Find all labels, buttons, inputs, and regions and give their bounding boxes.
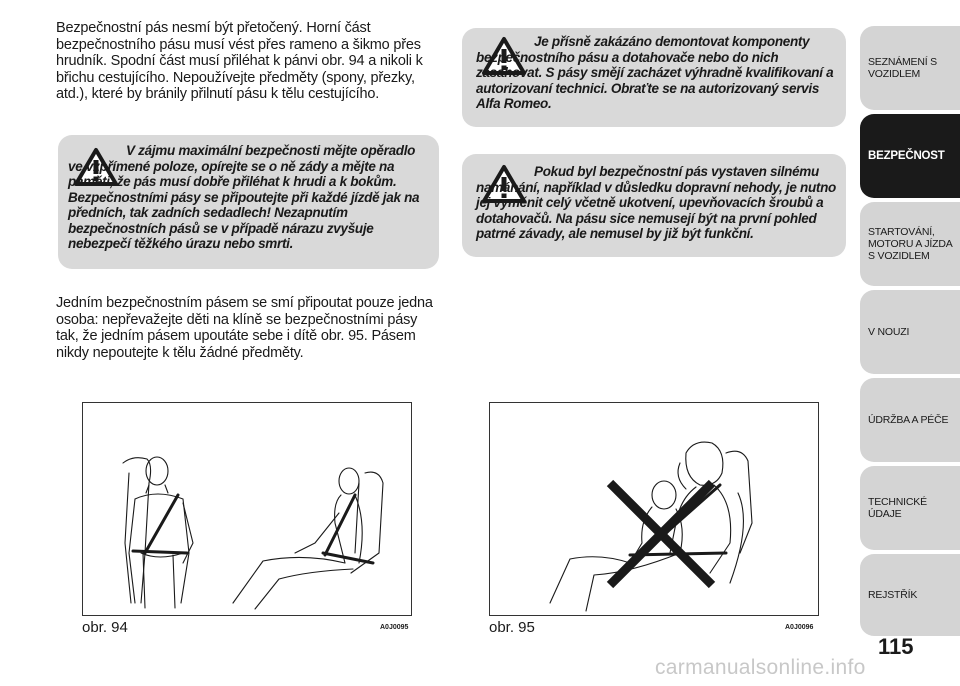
tab-introduction[interactable]: SEZNÁMENÍ S VOZIDLEM [860, 26, 960, 110]
tab-emergency[interactable]: V NOUZI [860, 290, 960, 374]
adult-with-child-illustration [490, 403, 818, 615]
one-person-paragraph: Jedním bezpečnostním pásem se smí připoutat pouze jedna osoba: nepřevažejte děti na klíně se bezpečnostními pásy tak, že jedním pásem upoutáte sebe i dítě obr. 95. Pásem nikdy nepoutejte k tělu žádné předměty. [56, 295, 433, 361]
tab-index[interactable]: REJSTŘÍK [860, 554, 960, 636]
tab-starting-driving[interactable]: STARTOVÁNÍ, MOTORU A JÍZDA S VOZIDLEM [860, 202, 960, 286]
tab-technical-data[interactable]: TECHNICKÉ ÚDAJE [860, 466, 960, 550]
figure-95-label: obr. 95 [489, 619, 535, 636]
figure-95-seatbelt-incorrect [489, 402, 819, 616]
seated-passengers-illustration [83, 403, 411, 615]
watermark: carmanualsonline.info [655, 656, 866, 679]
figure-94-code: A0J0095 [380, 624, 409, 631]
tab-maintenance[interactable]: ÚDRŽBA A PÉČE [860, 378, 960, 462]
page-number: 115 [878, 634, 914, 659]
tab-safety[interactable]: BEZPEČNOST [860, 114, 960, 198]
warning-text: Pokud byl bezpečnostní pás vystaven silnému namáhání, například v důsledku dopravní nehody, je nutno jej vyměnit celý včetně ukotvení, upevňovacích šroubů a dotahovačů. Na pásu sice nemusejí být na první pohled patrné závady, ale nemusel by již být funkční. [476, 164, 837, 241]
figure-95-code: A0J0096 [785, 624, 814, 631]
warning-text: Je přísně zakázáno demontovat komponenty bezpečnostního pásu a dotahovače nebo do nich zasahovat. S pásy smějí zacházet výhradně kvalifikovaní a autorizovaní technici. Obraťte se na autorizovaný servis Alfa Romeo. [476, 34, 834, 111]
warning-box-no-tampering [462, 28, 846, 127]
warning-box-seat-position [58, 135, 439, 269]
intro-paragraph: Bezpečnostní pás nesmí být přetočený. Horní část bezpečnostního pásu musí vést přes rameno a šikmo přes hrudník. Spodní část musí přiléhat k pánvi obr. 94 a nikoli k břichu cestujícího. Nepoužívejte předměty (spony, přezky, atd.), které by bránily přilnutí pásu k tělu cestujícího. [56, 20, 423, 102]
prohibited-cross-icon [610, 483, 712, 585]
warning-box-replace-after-stress [462, 154, 846, 257]
figure-94-seatbelt-correct [82, 402, 412, 616]
figure-94-label: obr. 94 [82, 619, 128, 636]
warning-text: V zájmu maximální bezpečnosti mějte opěradlo ve vzpřímené poloze, opírejte se o ně zády a mějte na paměti, že pás musí dobře přiléhat k hrudi a k bokům. Bezpečnostními pásy se připoutejte při každé jízdě jak na předních, tak zadních sedadlech! Nezapnutím bezpečnostních pásů se v případě nárazu zvyšuje nebezpečí těžkého úrazu nebo smrti. [68, 143, 420, 251]
